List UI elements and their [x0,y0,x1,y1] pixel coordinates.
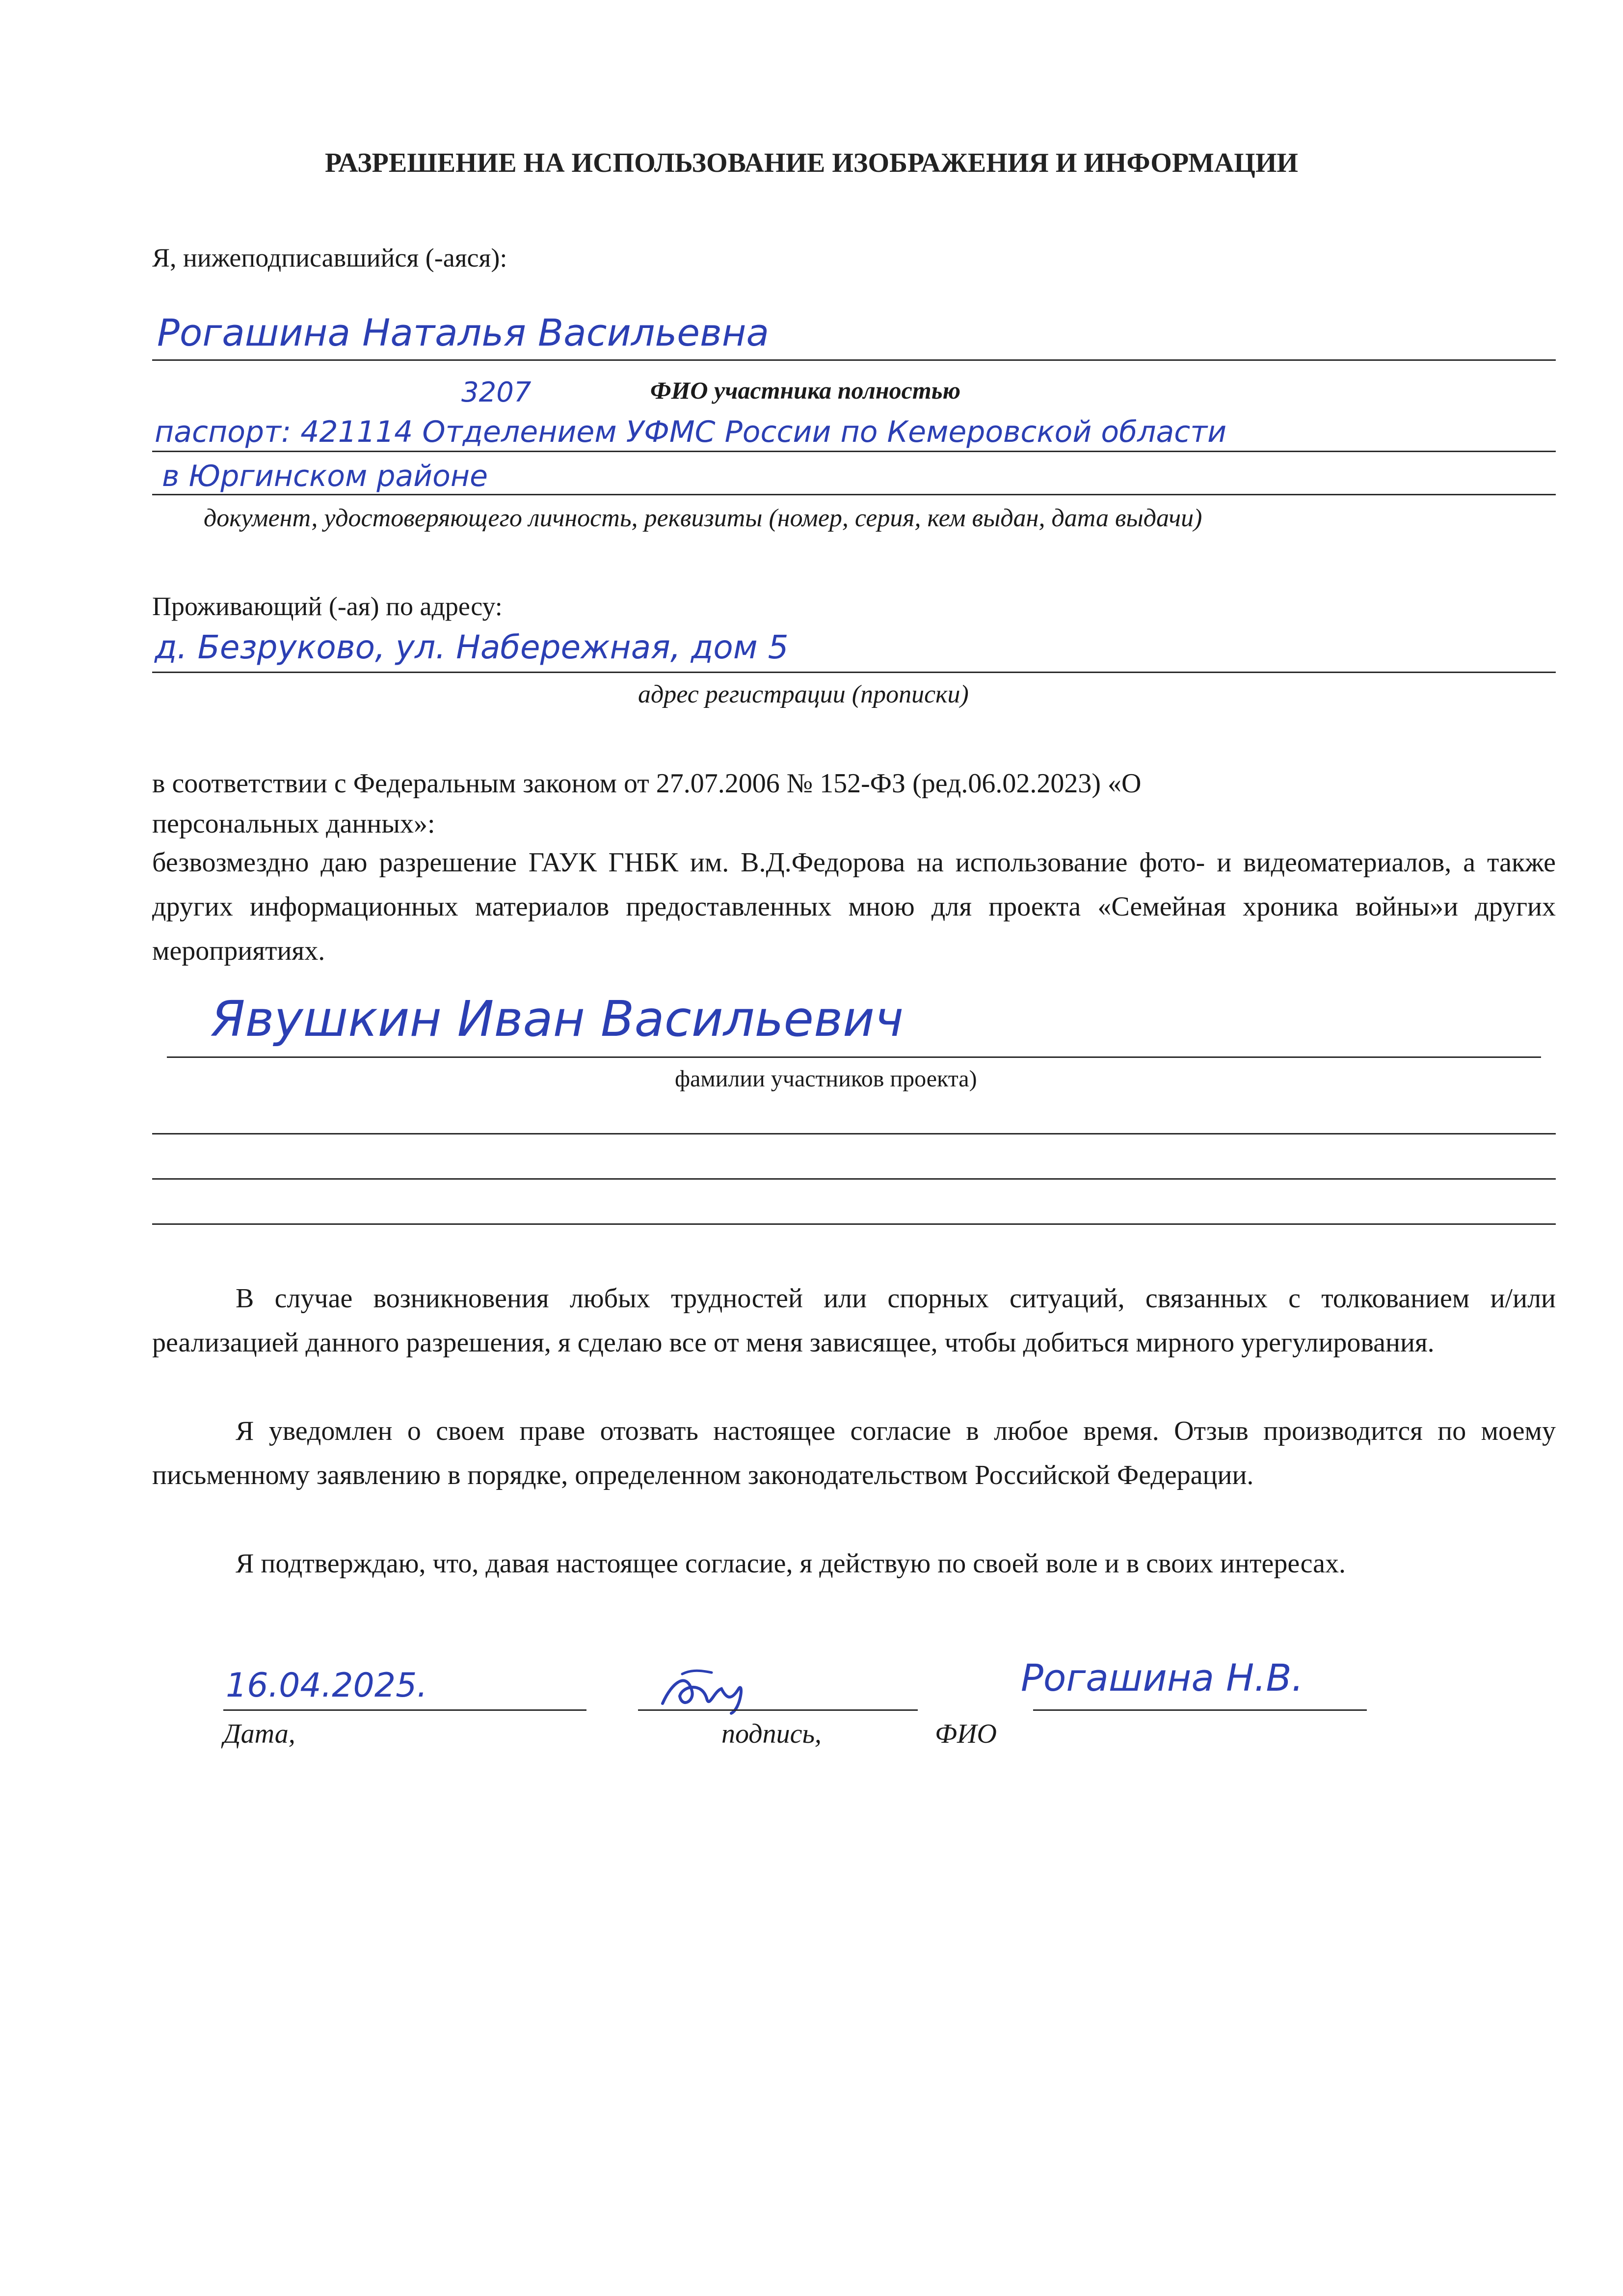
address-label: Проживающий (-ая) по адресу: [152,592,503,621]
date-label: Дата, [223,1719,295,1749]
document-line2 [152,494,1556,495]
document-title: РАЗРЕШЕНИЕ НА ИСПОЛЬЗОВАНИЕ ИЗОБРАЖЕНИЯ И ИНФОРМАЦИИ [325,148,1298,178]
blank-line-2 [152,1178,1556,1180]
blank-line-3 [152,1223,1556,1225]
participant-name-caption: ФИО участника полностью [650,377,961,404]
document-series-handwritten: 3207 [461,377,532,408]
project-participants-caption: фамилии участников проекта) [675,1066,977,1092]
document-line1 [152,451,1556,452]
project-participants-line [167,1056,1541,1058]
blank-line-1 [152,1133,1556,1134]
date-line [223,1709,586,1711]
document-caption: документ, удостоверяющего личность, реквизиты (номер, серия, кем выдан, дата выдачи) [204,504,1202,532]
fio-handwritten: Рогашина Н.В. [1021,1656,1304,1700]
law-reference-line2: персональных данных»: [152,809,435,839]
dispute-paragraph: В случае возникновения любых трудностей или спорных ситуаций, связанных с толкованием и/или реализацией данного разрешения, я сделаю все от меня зависящее, чтобы добиться мирного урегулирования. [152,1283,1556,1358]
confirmation-paragraph: Я подтверждаю, что, давая настоящее согласие, я действую по своей воле и в своих интересах. [236,1548,1346,1579]
address-handwritten: д. Безруково, ул. Набережная, дом 5 [155,628,789,666]
law-reference-line1: в соответствии с Федеральным законом от 27.07.2006 № 152-ФЗ (ред.06.02.2023) «О [152,768,1142,799]
fio-label: ФИО [935,1719,997,1749]
fio-line [1033,1709,1367,1711]
document-line2-handwritten: в Юргинском районе [162,459,488,493]
document-line1-handwritten: паспорт: 421114 Отделением УФМС России по Кемеровской области [155,415,1227,449]
project-participants-handwritten: Явушкин Иван Васильевич [211,990,904,1048]
signature-label: подпись, [721,1719,822,1749]
permission-paragraph: безвозмездно даю разрешение ГАУК ГНБК им. В.Д.Федорова на использование фото- и видеоматериалов, а также других информационных материалов предоставленных мною для проекта «Семейная хроника войны»и других мероприятиях. [152,847,1556,966]
address-line [152,672,1556,673]
participant-name-handwritten: Рогашина Наталья Васильевна [157,311,770,354]
revocation-paragraph: Я уведомлен о своем праве отозвать настоящее согласие в любое время. Отзыв производится по моему письменному заявлению в порядке, определенном законодательством Российской Федерации. [152,1416,1556,1490]
signature [653,1662,800,1716]
signature-line [638,1709,918,1711]
intro-label: Я, нижеподписавшийся (-аяся): [152,243,507,272]
date-handwritten: 16.04.2025. [226,1666,427,1705]
participant-name-line [152,359,1556,361]
address-caption: адрес регистрации (прописки) [638,680,969,708]
